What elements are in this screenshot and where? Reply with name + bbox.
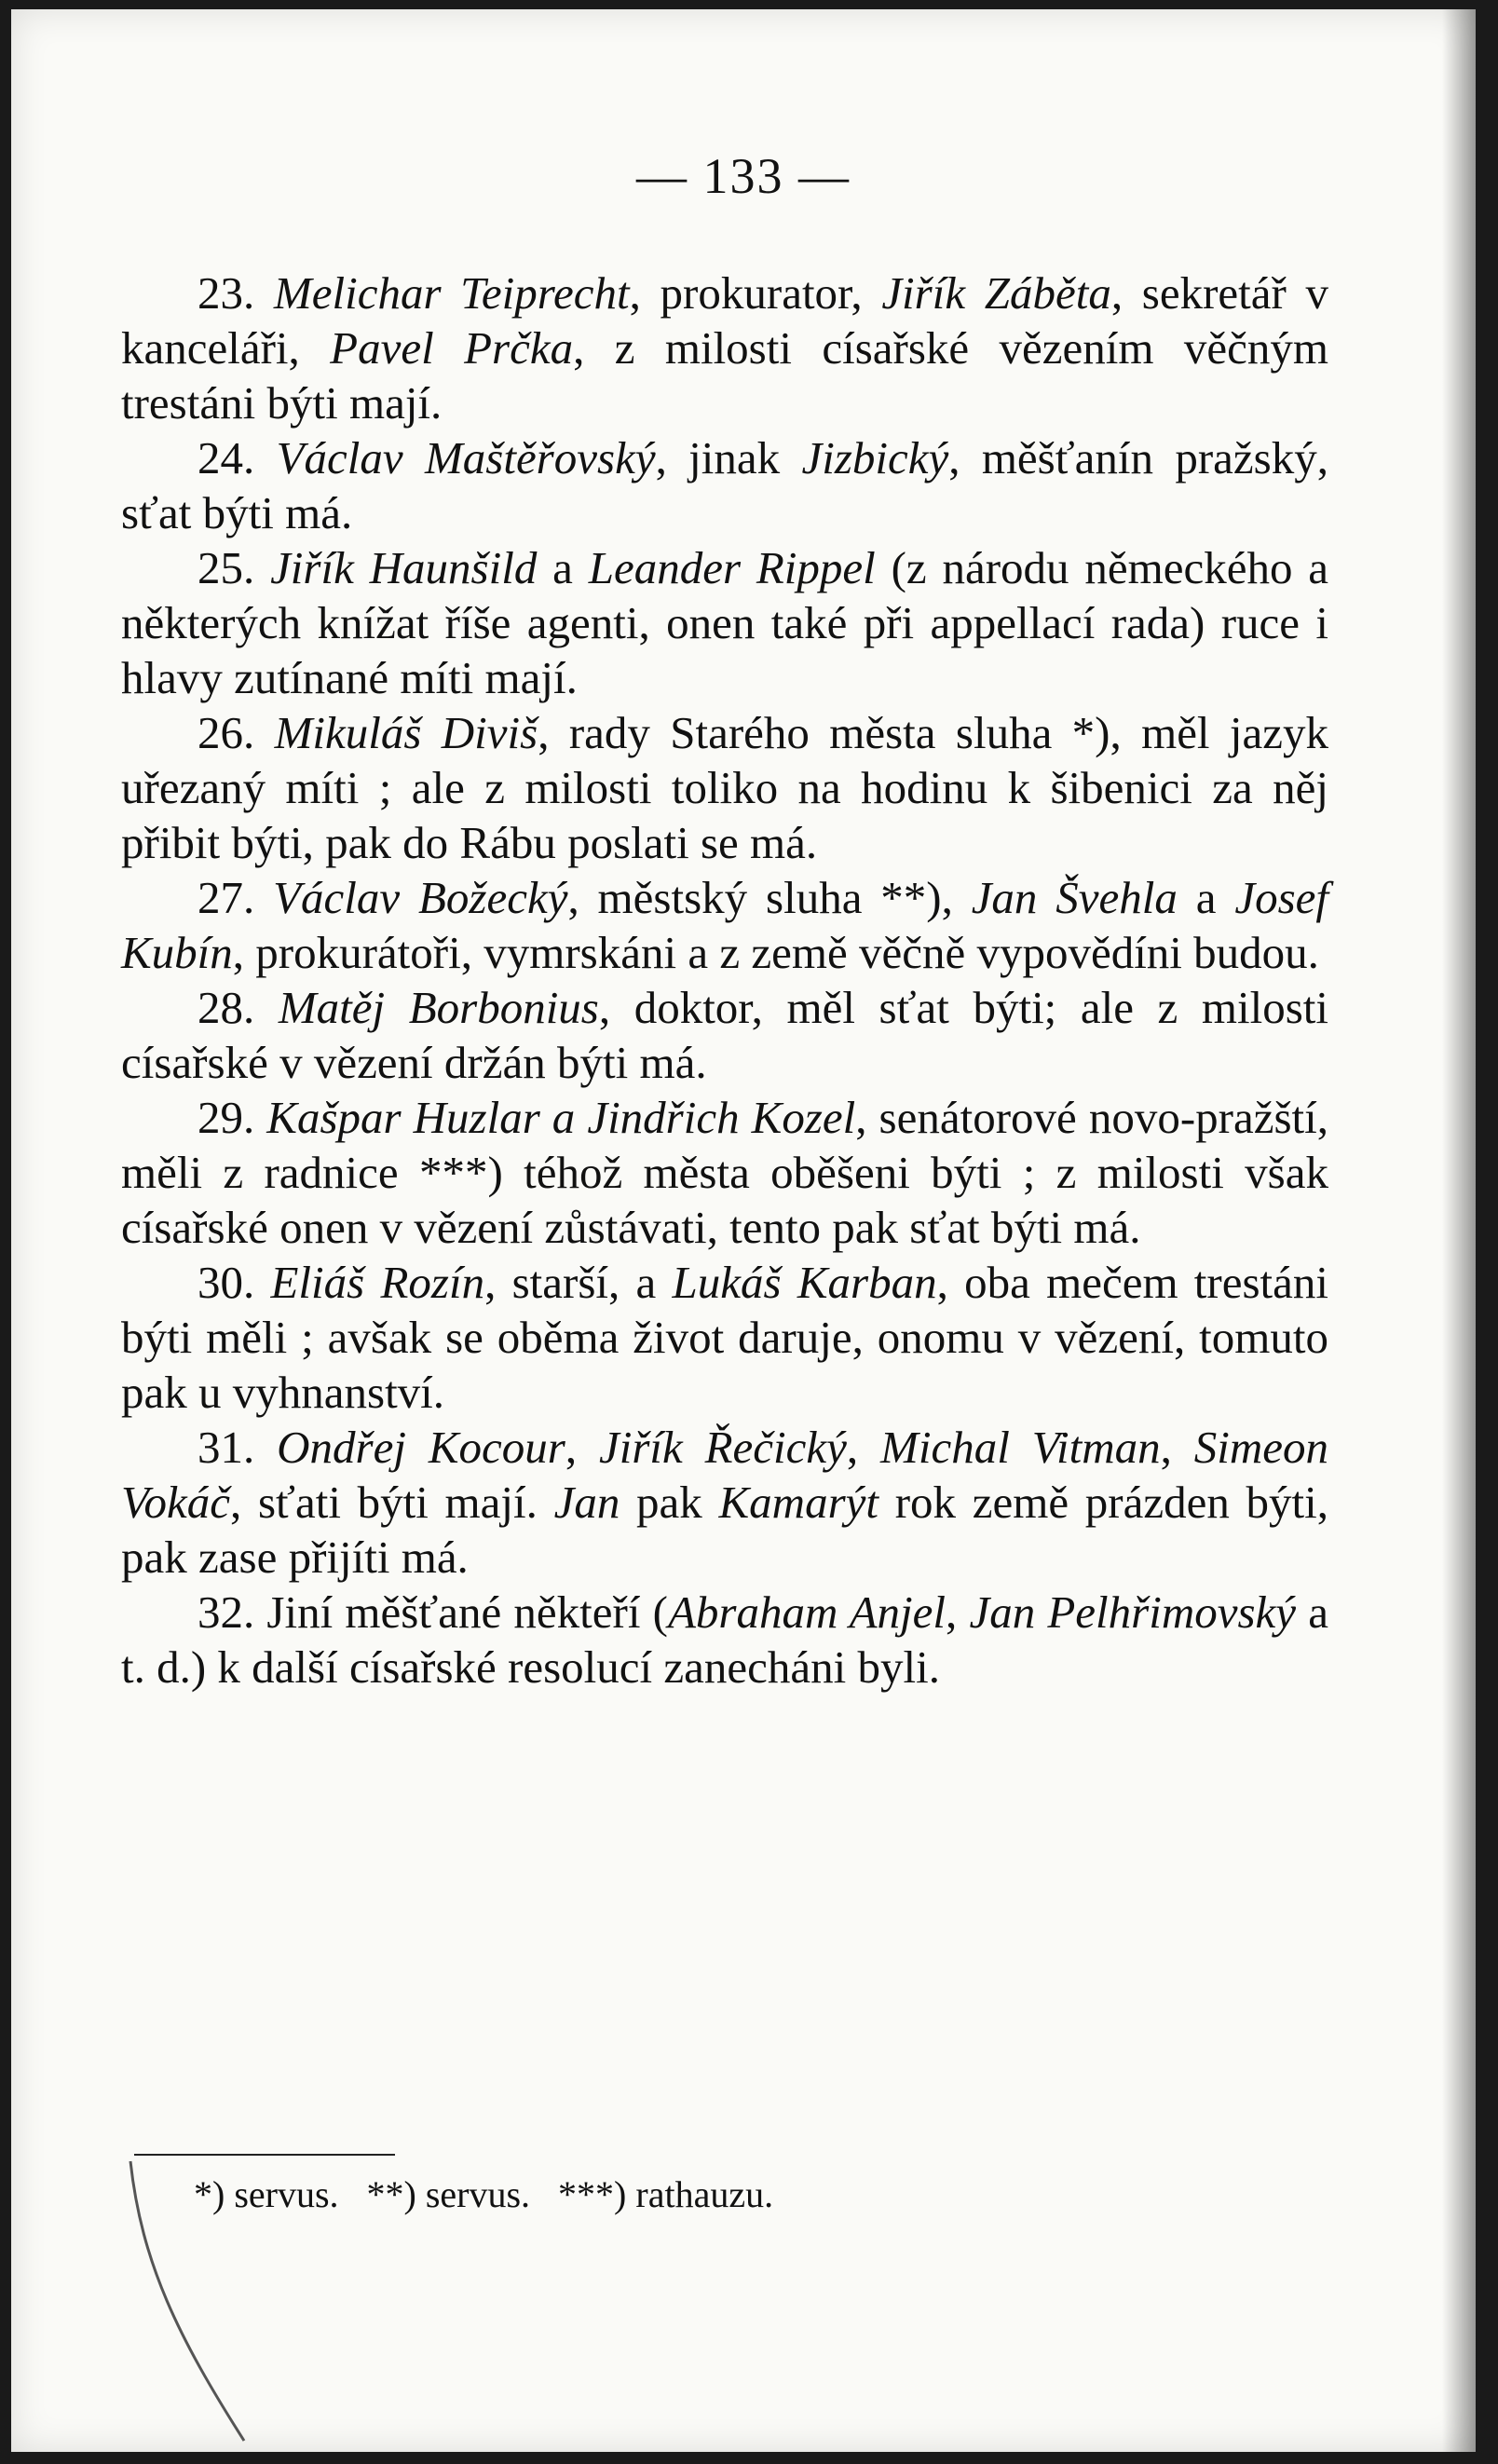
text-segment: 32. Jiní měšťané někteří ( (197, 1586, 668, 1638)
text-segment: , prokurátoři, vymrskáni a z země věčně vypovědíni budou. (232, 927, 1319, 978)
text-segment: , doktor, měl sťat býti; ale z milosti císařské v vězení držán býti má. (121, 982, 1328, 1088)
text-segment: 24. (197, 432, 277, 483)
name-italic: Jizbický (801, 432, 949, 483)
name-italic: Pavel Prčka (330, 322, 574, 374)
entry-26 (121, 705, 1328, 870)
entry-23 (121, 265, 1328, 430)
main-text (121, 265, 1328, 1695)
name-italic: Jiřík Záběta (881, 267, 1111, 319)
name-italic: Jiřík Haunšild (270, 542, 538, 593)
name-italic: Jan Švehla (971, 872, 1178, 923)
text-segment: , prokurator, (629, 267, 882, 319)
text-segment: , (565, 1422, 599, 1473)
name-italic: Jan (553, 1477, 620, 1528)
text-segment: , městský sluha **), (567, 872, 972, 923)
name-italic: Ondřej Kocour (277, 1422, 565, 1473)
name-italic: Michal Vitman (880, 1422, 1161, 1473)
footnotes: *) servus. **) servus. ***) rathauzu. (194, 2173, 774, 2215)
text-segment: 30. (197, 1257, 271, 1308)
name-italic: Josef Kubín (121, 872, 1329, 978)
text-segment: rok země prázden býti, pak zase přijíti má. (121, 1477, 1329, 1583)
text-segment: 28. (197, 982, 279, 1033)
text-segment: , (1160, 1422, 1194, 1473)
text-segment: 29. (197, 1092, 267, 1143)
name-italic: Simeon Vokáč (121, 1422, 1328, 1528)
name-italic: Kašpar Huzlar a Jindřich Kozel (266, 1092, 856, 1143)
text-segment: 31. (197, 1422, 278, 1473)
name-italic: Václav Maštěřovský (276, 432, 656, 483)
text-segment: 26. (197, 707, 275, 758)
text-segment: , rady Starého města sluha *), měl jazyk uřezaný míti ; ale z milosti toliko na hodinu k šibenici za něj přibit býti, pak do Rábu poslati se má. (121, 707, 1329, 868)
entry-31 (121, 1420, 1328, 1585)
text-segment: 25. (197, 542, 271, 593)
name-italic: Mikuláš Diviš (274, 707, 538, 758)
entry-28 (121, 980, 1328, 1090)
text-segment: a t. d.) k další císařské resolucí zanecháni byli. (121, 1586, 1328, 1693)
text-segment: , sťati býti mají. (230, 1477, 554, 1528)
name-italic: Melichar Teiprecht (273, 267, 630, 319)
entry-30 (121, 1255, 1328, 1420)
text-segment: , (946, 1586, 970, 1638)
entry-27 (121, 870, 1328, 980)
entry-29 (121, 1090, 1328, 1255)
name-italic: Jan Pelhřimovský (969, 1586, 1297, 1638)
name-italic: Leander Rippel (588, 542, 876, 593)
entry-24 (121, 430, 1328, 540)
text-segment: pak (620, 1477, 719, 1528)
text-segment: , jinak (655, 432, 802, 483)
text-segment: , (846, 1422, 881, 1473)
text-segment: , sekretář v kanceláři, (121, 267, 1328, 374)
entry-25 (121, 540, 1328, 705)
name-italic: Eliáš Rozín (270, 1257, 485, 1308)
entry-32 (121, 1585, 1328, 1695)
page-edge-shadow (1442, 9, 1476, 2452)
text-segment: , z milosti císařské vězením věčným trestáni býti mají. (121, 322, 1328, 429)
text-segment: 27. (197, 872, 274, 923)
text-segment: , oba mečem trestáni býti měli ; avšak se oběma život daruje, onomu v vězení, tomuto pak u vyhnanství. (121, 1257, 1329, 1418)
name-italic: Abraham Anjel (667, 1586, 946, 1638)
name-italic: Václav Božecký (273, 872, 568, 923)
text-segment: 23. (197, 267, 274, 319)
text-segment: , starší, a (484, 1257, 673, 1308)
name-italic: Matěj Borbonius (278, 982, 599, 1033)
page-number: — 133 — (636, 148, 851, 204)
book-page (11, 9, 1476, 2452)
name-italic: Jiřík Řečický (598, 1422, 847, 1473)
text-segment: , senátorové novo-pražští, měli z radnice ***) téhož města oběšeni býti ; z milosti však císařské onen v vězení zůstávati, tento pak sťat býti má. (121, 1092, 1328, 1253)
name-italic: Kamarýt (718, 1477, 878, 1528)
name-italic: Lukáš Karban (672, 1257, 937, 1308)
text-segment: , měšťanín pražský, sťat býti má. (121, 432, 1328, 538)
text-segment: a (1177, 872, 1235, 923)
text-segment: (z národu německého a některých knížat říše agenti, onen také při appellací rada) ruce i hlavy zutínané míti mají. (121, 542, 1329, 703)
text-segment: a (537, 542, 589, 593)
